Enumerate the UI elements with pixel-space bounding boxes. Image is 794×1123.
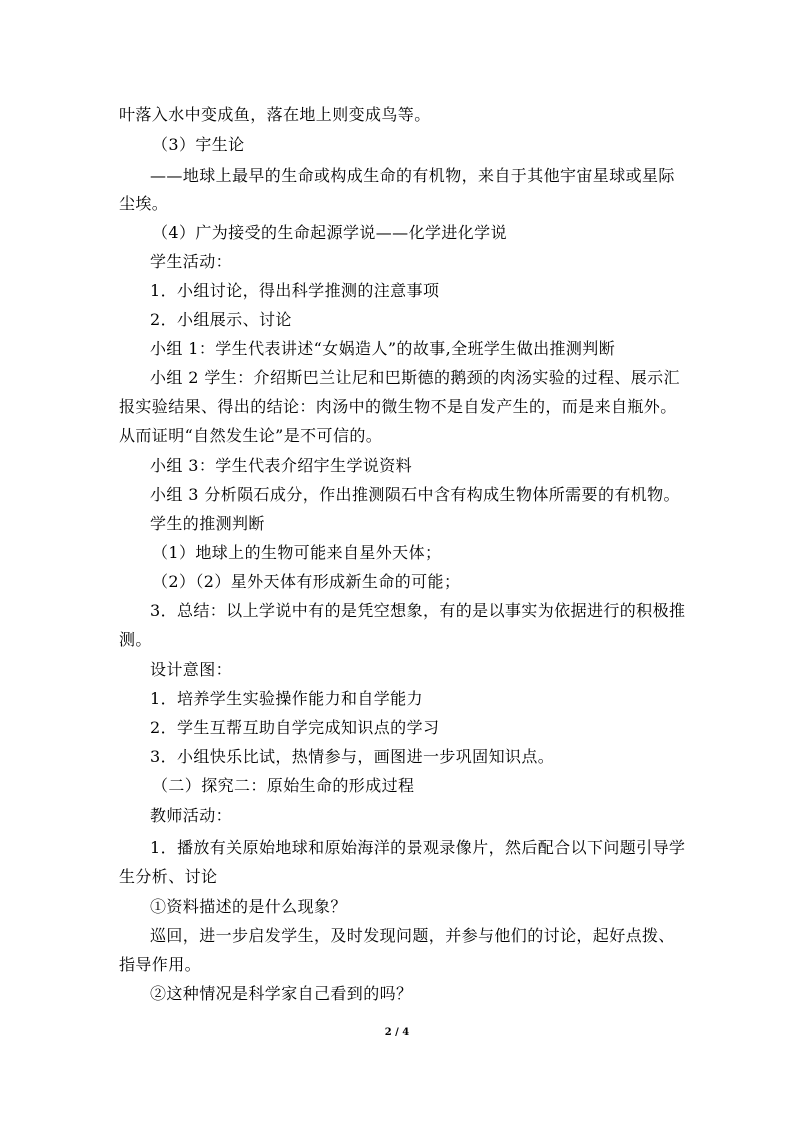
text-line: ②这种情况是科学家自己看到的吗？ <box>150 984 413 1003</box>
page-number: 2 / 4 <box>384 1027 410 1038</box>
text-line: 设计意图： <box>150 660 233 679</box>
text-line: 学生活动： <box>150 252 233 271</box>
text-line: 2．学生互帮互助自学完成知识点的学习 <box>150 718 440 737</box>
text-line: ——地球上最早的生命或构成生命的有机物，来自于其他宇宙星球或星际 <box>150 166 675 185</box>
text-line: 学生的推测判断 <box>150 514 265 533</box>
text-line: （4）广为接受的生命起源学说——化学进化学说 <box>152 223 507 242</box>
text-line: 指导作用。 <box>119 955 202 974</box>
text-line: （1）地球上的生物可能来自星外天体； <box>152 543 442 562</box>
text-line: 3．小组快乐比试，热情参与，画图进一步巩固知识点。 <box>150 747 555 766</box>
text-line: 生分析、讨论 <box>119 867 218 886</box>
text-line: 2．小组展示、讨论 <box>150 310 292 329</box>
text-line: 小组 3：学生代表介绍宇生学说资料 <box>150 456 413 475</box>
text-line: 小组 3 分析陨石成分，作出推测陨石中含有构成生物体所需要的有机物。 <box>150 485 680 504</box>
text-line: 1．小组讨论，得出科学推测的注意事项 <box>150 281 440 300</box>
text-line: 小组 2 学生：介绍斯巴兰让尼和巴斯德的鹅颈的肉汤实验的过程、展示汇 <box>150 368 680 387</box>
text-line: 小组 1：学生代表讲述“女娲造人”的故事,全班学生做出推测判断 <box>150 339 616 358</box>
text-line: （3）宇生论 <box>152 135 245 154</box>
text-line: ①资料描述的是什么现象？ <box>150 897 347 916</box>
text-line: 从而证明“自然发生论”是不可信的。 <box>119 426 383 445</box>
text-line: 测。 <box>119 630 152 649</box>
text-line: 尘埃。 <box>119 194 169 213</box>
text-line: 1．播放有关原始地球和原始海洋的景观录像片，然后配合以下问题引导学 <box>150 838 686 857</box>
text-line: 报实验结果、得出的结论：肉汤中的微生物不是自发产生的，而是来自瓶外。 <box>119 397 677 416</box>
text-line: （2）（2）星外天体有形成新生命的可能； <box>152 572 461 591</box>
text-line: （二）探究二：原始生命的形成过程 <box>152 776 415 795</box>
text-line: 巡回，进一步启发学生，及时发现问题，并参与他们的讨论，起好点拨、 <box>150 926 675 945</box>
text-line: 教师活动： <box>150 806 233 825</box>
text-line: 叶落入水中变成鱼，落在地上则变成鸟等。 <box>119 105 431 124</box>
text-line: 1．培养学生实验操作能力和自学能力 <box>150 689 423 708</box>
text-line: 3．总结：以上学说中有的是凭空想象，有的是以事实为依据进行的积极推 <box>150 601 686 620</box>
